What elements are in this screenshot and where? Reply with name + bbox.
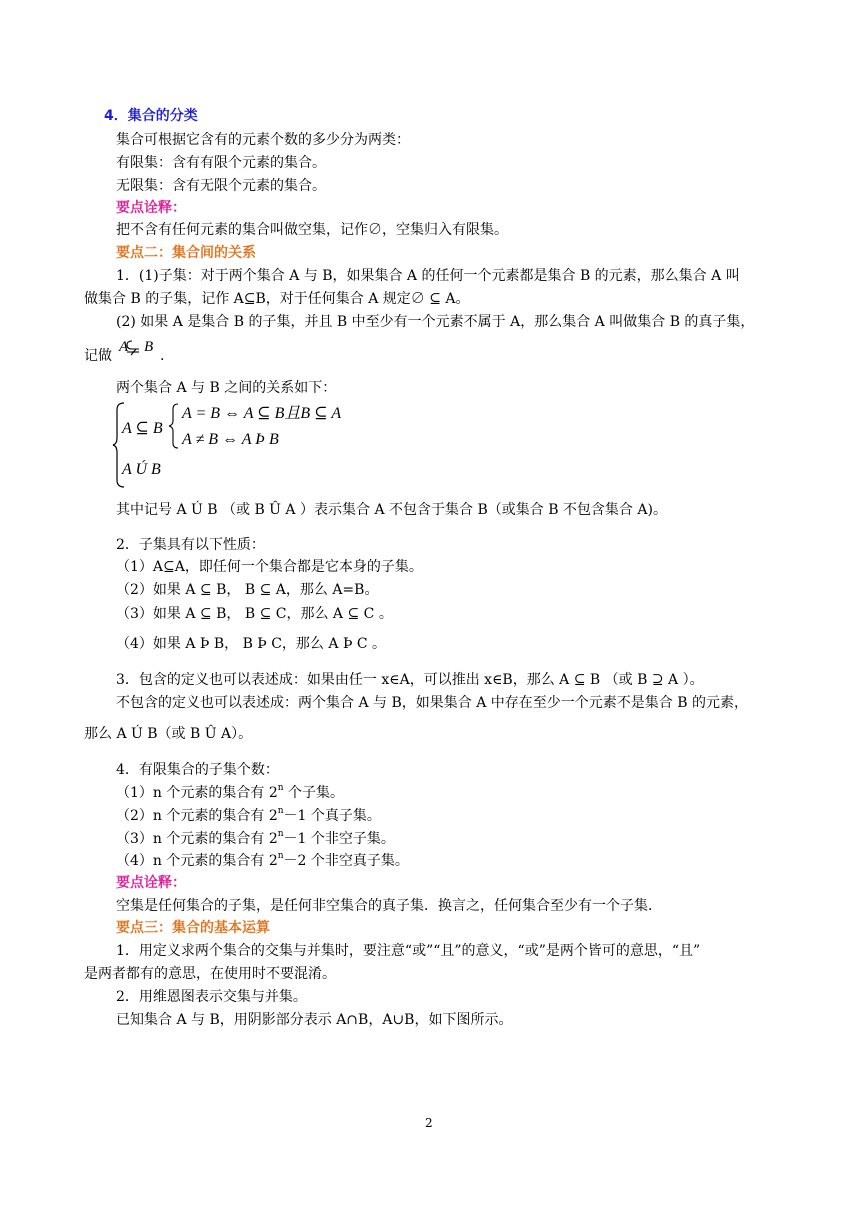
paragraph: 做集合 B 的子集，记作 A⊆B，对于任何集合 A 规定∅ ⊆ A。 — [84, 291, 470, 307]
list-item: （3）如果 A ⊆ B， B ⊆ C，那么 A ⊆ C 。 — [116, 606, 393, 622]
svg-text:B: B — [144, 339, 154, 355]
relation-not-subset: A Ú B — [122, 461, 161, 478]
inner-brace — [168, 402, 182, 450]
paragraph: 1．(1)子集：对于两个集合 A 与 B，如果集合 A 的任何一个元素都是集合 B 的元素，那么集合 A 叫 — [116, 268, 740, 284]
note-text: 空集是任何集合的子集，是任何非空集合的真子集．换言之，任何集合至少有一个子集． — [116, 898, 662, 914]
note-text: 把不含有任何元素的集合叫做空集，记作∅，空集归入有限集。 — [116, 222, 508, 238]
paragraph: 已知集合 A 与 B，用阴影部分表示 A∩B，A∪B，如下图所示。 — [116, 1012, 513, 1028]
proper-subset-symbol — [118, 336, 165, 364]
paragraph: 其中记号 A Ú B （或 B Û A ）表示集合 A 不包含于集合 B（或集合 B 不包含集合 A)。 — [116, 502, 667, 518]
list-item: （2）n 个元素的集合有 $2^n-1$ 个真子集。 — [116, 806, 381, 824]
list-item: （1）n 个元素的集合有 2$^n$ 个子集。 — [116, 783, 344, 801]
paragraph: (2) 如果 A 是集合 B 的子集，并且 B 中至少有一个元素不属于 A，那么集合 A 叫做集合 B 的真子集， — [116, 314, 755, 330]
properties-title: 2．子集具有以下性质： — [116, 537, 265, 553]
list-item: （4）如果 A Þ B， B Þ C，那么 A Þ C 。 — [116, 636, 387, 652]
page-number: 2 — [425, 1116, 433, 1130]
paragraph: 不包含的定义也可以表述成：两个集合 A 与 B，如果集合 A 中存在至少一个元素不是集合 B 的元素， — [116, 695, 748, 711]
paragraph-suffix: . — [160, 348, 165, 364]
paragraph: 1．用定义求两个集合的交集与并集时，要注意“或”“且”的意义，“或”是两个皆可的意思，“且” — [116, 943, 701, 959]
section-title-operations: 要点三：集合的基本运算 — [116, 920, 270, 936]
relation-subset: A ⊆ B — [122, 420, 163, 437]
list-item: （3）n 个元素的集合有 $2^n-1$ 个非空子集。 — [116, 829, 395, 847]
paragraph: 集合可根据它含有的元素个数的多少分为两类： — [116, 132, 410, 148]
section-title-classification: 4．集合的分类 — [104, 108, 198, 124]
section-title-relations: 要点二：集合间的关系 — [116, 245, 256, 261]
finite-title: 4．有限集合的子集个数： — [116, 762, 279, 778]
paragraph: 2．用维恩图表示交集与并集。 — [116, 989, 307, 1005]
svg-text:A: A — [119, 339, 129, 355]
paragraph: 那么 A Ú B（或 B Û A）。 — [84, 726, 253, 742]
paragraph: 是两者都有的意思，在使用时不要混淆。 — [84, 966, 336, 982]
list-item: （2）如果 A ⊆ B， B ⊆ A，那么 A=B。 — [116, 582, 379, 598]
note-title: 要点诠释： — [116, 875, 186, 891]
paragraph-prefix: 记做 — [84, 348, 112, 364]
paragraph: 有限集：含有有限个元素的集合。 — [116, 155, 326, 171]
paragraph: 两个集合 A 与 B 之间的关系如下： — [116, 380, 337, 396]
relation-not-equal: A ≠ B ⇔ A Þ B — [182, 431, 279, 448]
paragraph: 无限集：含有无限个元素的集合。 — [116, 178, 326, 194]
note-title: 要点诠释： — [116, 200, 186, 216]
list-item: （4）n 个元素的集合有 $2^n-2$ 个非空真子集。 — [116, 851, 409, 869]
paragraph: 3．包含的定义也可以表述成：如果由任一 x∈A，可以推出 x∈B，那么 A ⊆ B （或 B ⊇ A ）。 — [116, 672, 704, 688]
relation-equal: A = B ⇔ A ⊆ B且B ⊆ A — [182, 405, 342, 422]
list-item: （1）A⊆A，即任何一个集合都是它本身的子集。 — [116, 559, 423, 575]
